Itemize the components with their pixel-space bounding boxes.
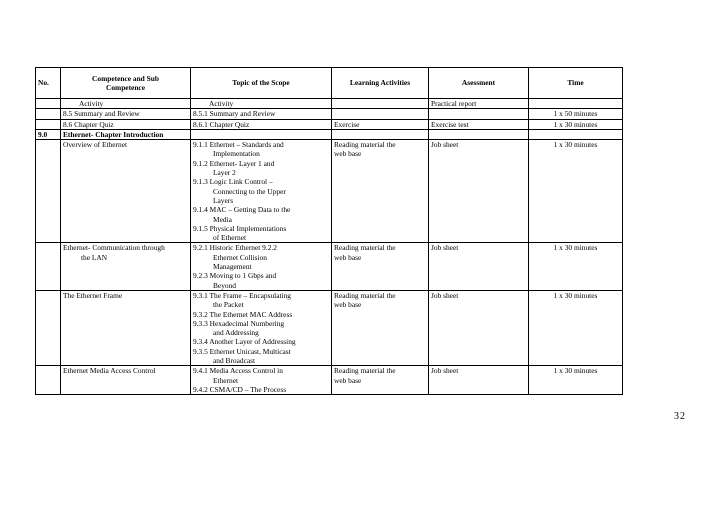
- learning-line: web base: [334, 252, 362, 262]
- topic-line: Management: [213, 262, 252, 272]
- cell-competence: 8.5 Summary and Review: [61, 109, 191, 119]
- cell-time: 1 x 30 minutes: [529, 243, 623, 290]
- learning-line: Reading material the: [334, 243, 396, 253]
- cell-assessment: Job sheet: [429, 366, 529, 395]
- learning-line: web base: [334, 149, 362, 159]
- topic-line: 9.4.2 CSMA/CD – The Process: [193, 384, 287, 394]
- topic-line: Ethernet Collision: [213, 252, 267, 262]
- table-row: [36, 99, 623, 109]
- cell-competence: Ethernet- Chapter Introduction: [61, 129, 191, 139]
- competence-line: the LAN: [81, 252, 108, 262]
- cell-competence: Activity: [61, 99, 191, 109]
- table-row: [36, 129, 623, 139]
- page-number: 32: [674, 411, 686, 422]
- topic-line: 9.4.1 Media Access Control in: [193, 366, 283, 376]
- cell-competence: Ethernet Media Access Control: [61, 366, 191, 395]
- cell-competence: The Ethernet Frame: [61, 290, 191, 365]
- cell-learning: [332, 140, 429, 243]
- header-competence: [61, 68, 191, 99]
- cell-time: 1 x 30 minutes: [529, 366, 623, 395]
- cell-time: 1 x 30 minutes: [529, 140, 623, 243]
- cell-time: [529, 129, 623, 139]
- table-row: [36, 366, 623, 395]
- cell-learning: [332, 290, 429, 365]
- cell-no: [36, 366, 61, 395]
- topic-line: Beyond: [213, 280, 236, 290]
- learning-line: Reading material the: [334, 140, 396, 150]
- topic-line: and Addressing: [213, 328, 259, 338]
- cell-assessment: Job sheet: [429, 140, 529, 243]
- cell-no: [36, 109, 61, 119]
- topic-line: 9.2.3 Moving to 1 Gbps and: [193, 271, 277, 281]
- learning-line: Reading material the: [334, 290, 396, 300]
- cell-no: 9.0: [36, 129, 61, 139]
- table-row: [36, 109, 623, 119]
- header-row: [36, 68, 623, 99]
- cell-assessment: Exercise test: [429, 119, 529, 129]
- cell-assessment: Practical report: [429, 99, 529, 109]
- curriculum-table-container: [35, 67, 622, 395]
- cell-learning: [332, 109, 429, 119]
- curriculum-table: [35, 67, 623, 395]
- table-row: [36, 243, 623, 290]
- topic-line: 9.1.1 Ethernet – Standards and: [193, 140, 284, 150]
- cell-assessment: [429, 129, 529, 139]
- topic-line: 9.3.3 Hexadecimal Numbering: [193, 318, 285, 328]
- cell-learning: [332, 129, 429, 139]
- topic-line: Media: [213, 214, 232, 224]
- cell-assessment: Job sheet: [429, 290, 529, 365]
- cell-learning: [332, 243, 429, 290]
- learning-line: Reading material the: [334, 366, 396, 376]
- header-competence-line: Competence and Sub: [92, 73, 159, 83]
- cell-learning: [332, 99, 429, 109]
- learning-line: web base: [334, 375, 362, 385]
- topic-line: the Packet: [213, 300, 244, 310]
- topic-line: 9.1.3 Logic Link Control –: [193, 177, 273, 187]
- cell-topic: 8.6.1 Chapter Quiz: [191, 119, 332, 129]
- cell-time: 1 x 50 minutes: [529, 109, 623, 119]
- header-no: No.: [36, 68, 61, 99]
- cell-topic: 8.5.1 Summary and Review: [191, 109, 332, 119]
- competence-line: Ethernet- Communication through: [63, 243, 165, 253]
- topic-line: Implementation: [213, 149, 260, 159]
- learning-line: web base: [334, 300, 362, 310]
- header-time: Time: [529, 68, 623, 99]
- cell-competence: [61, 243, 191, 290]
- cell-topic: [191, 290, 332, 365]
- cell-topic: [191, 243, 332, 290]
- topic-line: 9.3.4 Another Layer of Addressing: [193, 337, 296, 347]
- table-row: [36, 140, 623, 243]
- topic-line: 9.3.2 The Ethernet MAC Address: [193, 309, 293, 319]
- header-assessment: Asessment: [429, 68, 529, 99]
- header-competence-line: Competence: [106, 83, 145, 92]
- topic-line: Ethernet: [213, 375, 239, 385]
- cell-competence: Overview of Ethernet: [61, 140, 191, 243]
- topic-line: Layer 2: [213, 168, 236, 178]
- header-learning: Learning Activities: [332, 68, 429, 99]
- topic-line: 9.3.1 The Frame – Encapsulating: [193, 290, 291, 300]
- cell-learning: Exercise: [332, 119, 429, 129]
- cell-topic: [191, 129, 332, 139]
- cell-assessment: Job sheet: [429, 243, 529, 290]
- topic-line: 9.3.5 Ethernet Unicast, Multicast: [193, 346, 291, 356]
- topic-line: Connecting to the Upper: [213, 186, 286, 196]
- cell-topic: [191, 366, 332, 395]
- topic-line: 9.2.1 Historic Ethernet 9.2.2: [193, 243, 277, 253]
- cell-competence: 8.6 Chapter Quiz: [61, 119, 191, 129]
- cell-no: [36, 243, 61, 290]
- cell-time: 1 x 30 minutes: [529, 290, 623, 365]
- topic-line: 9.1.5 Physical Implementations: [193, 223, 287, 233]
- cell-no: [36, 140, 61, 243]
- table-row: [36, 119, 623, 129]
- header-topic: Topic of the Scope: [191, 68, 332, 99]
- cell-no: [36, 99, 61, 109]
- topic-line: and Broadcast: [213, 356, 256, 366]
- cell-time: 1 x 30 minutes: [529, 119, 623, 129]
- topic-line: 9.1.2 Ethernet- Layer 1 and: [193, 158, 275, 168]
- cell-no: [36, 290, 61, 365]
- topic-line: Layers: [213, 195, 234, 205]
- cell-learning: [332, 366, 429, 395]
- cell-no: [36, 119, 61, 129]
- topic-line: of Ethernet: [213, 233, 247, 243]
- cell-assessment: [429, 109, 529, 119]
- topic-line: 9.1.4 MAC – Getting Data to the: [193, 205, 291, 215]
- cell-time: [529, 99, 623, 109]
- cell-topic: [191, 140, 332, 243]
- cell-topic: Activity: [191, 99, 332, 109]
- table-row: [36, 290, 623, 365]
